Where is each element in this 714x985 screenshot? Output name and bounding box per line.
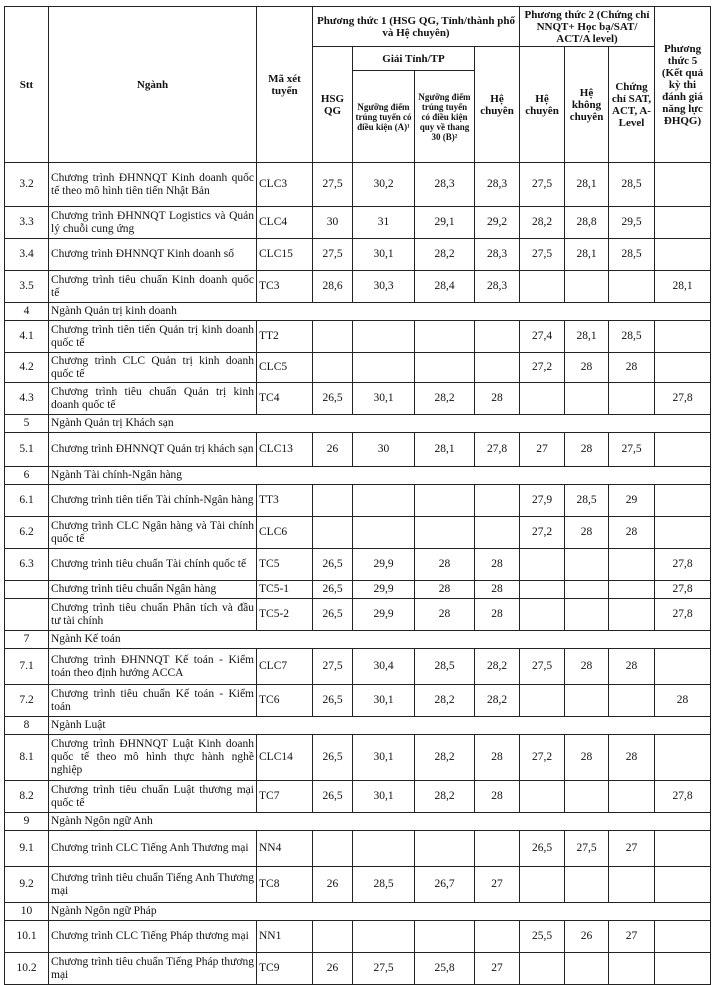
pt2-chung-chi-cell [609, 549, 655, 581]
program-code-cell: CLC14 [257, 735, 313, 781]
group-row [5, 903, 711, 921]
pt2-he-khong-chuyen-cell: 28 [565, 735, 609, 781]
hsg-qg-cell [313, 485, 353, 517]
threshold-b-cell [415, 921, 475, 953]
pt2-he-chuyen-cell [520, 867, 565, 903]
threshold-b-cell: 26,7 [415, 867, 475, 903]
pt2-he-chuyen-cell [520, 549, 565, 581]
program-name-cell: Chương trình ĐHNNQT Quản trị khách sạn [49, 433, 257, 467]
stt-cell: 6.3 [5, 549, 49, 581]
pt2-chung-chi-cell [609, 953, 655, 985]
program-code-cell: TC6 [257, 685, 313, 717]
header-ma-xet-tuyen: Mã xét tuyển [257, 7, 313, 163]
pt2-he-khong-chuyen-cell [565, 599, 609, 631]
program-name-cell: Chương trình tiên tiến Tài chính-Ngân hàng [49, 485, 257, 517]
table-row [5, 485, 711, 517]
pt2-he-khong-chuyen-cell [565, 781, 609, 813]
program-name-cell: Chương trình tiêu chuẩn Ngân hàng [49, 581, 257, 599]
pt5-cell: 27,8 [655, 581, 711, 599]
program-code-cell: TC5 [257, 549, 313, 581]
table-body [5, 163, 711, 985]
stt-cell: 3.3 [5, 207, 49, 239]
threshold-a-cell: 29,9 [353, 599, 415, 631]
threshold-b-cell: 28,1 [415, 433, 475, 467]
table-row [5, 581, 711, 599]
program-code-cell: NN1 [257, 921, 313, 953]
pt5-cell [655, 353, 711, 383]
pt2-chung-chi-cell [609, 599, 655, 631]
pt2-he-khong-chuyen-cell: 28,1 [565, 163, 609, 207]
stt-cell: 4.2 [5, 353, 49, 383]
table-row [5, 239, 711, 271]
pt2-he-chuyen-cell [520, 383, 565, 415]
hsg-qg-cell: 26,5 [313, 581, 353, 599]
threshold-a-cell: 27,5 [353, 953, 415, 985]
pt2-chung-chi-cell [609, 581, 655, 599]
pt2-chung-chi-cell: 29,5 [609, 207, 655, 239]
program-code-cell: CLC7 [257, 649, 313, 685]
stt-cell: 8.1 [5, 735, 49, 781]
pt2-chung-chi-cell: 27 [609, 921, 655, 953]
pt5-cell [655, 649, 711, 685]
pt2-chung-chi-cell [609, 867, 655, 903]
stt-cell [5, 581, 49, 599]
program-code-cell: CLC6 [257, 517, 313, 549]
group-name-cell: Ngành Kế toán [49, 631, 711, 649]
threshold-b-cell [415, 831, 475, 867]
pt1-he-chuyen-cell [475, 321, 520, 353]
pt2-he-chuyen-cell [520, 581, 565, 599]
program-name-cell: Chương trình ĐHNNQT Logistics và Quản lý chuỗi cung ứng [49, 207, 257, 239]
pt5-cell [655, 831, 711, 867]
group-row [5, 813, 711, 831]
program-code-cell: CLC13 [257, 433, 313, 467]
program-code-cell: CLC5 [257, 353, 313, 383]
group-stt-cell: 7 [5, 631, 49, 649]
threshold-a-cell [353, 321, 415, 353]
pt1-he-chuyen-cell: 29,2 [475, 207, 520, 239]
pt2-chung-chi-cell [609, 383, 655, 415]
program-code-cell: TC7 [257, 781, 313, 813]
threshold-b-cell: 28 [415, 581, 475, 599]
hsg-qg-cell: 27,5 [313, 239, 353, 271]
hsg-qg-cell: 26 [313, 433, 353, 467]
threshold-a-cell [353, 921, 415, 953]
threshold-b-cell: 28,2 [415, 735, 475, 781]
pt2-he-chuyen-cell: 25,5 [520, 921, 565, 953]
threshold-a-cell: 31 [353, 207, 415, 239]
threshold-b-cell: 28,5 [415, 649, 475, 685]
header-pt2-chung-chi: Chứng chỉ SAT, ACT, A-Level [609, 47, 655, 163]
pt5-cell: 27,8 [655, 549, 711, 581]
hsg-qg-cell [313, 831, 353, 867]
pt2-he-khong-chuyen-cell [565, 581, 609, 599]
pt2-he-khong-chuyen-cell [565, 549, 609, 581]
pt2-chung-chi-cell [609, 685, 655, 717]
program-code-cell: TC5-1 [257, 581, 313, 599]
stt-cell: 7.1 [5, 649, 49, 685]
group-stt-cell: 9 [5, 813, 49, 831]
group-row [5, 631, 711, 649]
pt1-he-chuyen-cell: 28 [475, 549, 520, 581]
program-name-cell: Chương trình tiêu chuẩn Phân tích và đầu tư tài chính [49, 599, 257, 631]
program-name-cell: Chương trình tiêu chuẩn Kinh doanh quốc tế [49, 271, 257, 303]
table-row [5, 831, 711, 867]
pt2-he-chuyen-cell [520, 271, 565, 303]
hsg-qg-cell: 30 [313, 207, 353, 239]
pt1-he-chuyen-cell: 27,8 [475, 433, 520, 467]
pt1-he-chuyen-cell: 28,3 [475, 239, 520, 271]
stt-cell: 10.1 [5, 921, 49, 953]
program-name-cell: Chương trình CLC Quản trị kinh doanh quốc tế [49, 353, 257, 383]
pt5-cell [655, 921, 711, 953]
table-row [5, 517, 711, 549]
program-name-cell: Chương trình ĐHNNQT Luật Kinh doanh quốc tế theo mô hình thực hành nghề nghiệp [49, 735, 257, 781]
threshold-a-cell: 30,1 [353, 685, 415, 717]
group-row [5, 303, 711, 321]
group-row [5, 717, 711, 735]
pt5-cell [655, 517, 711, 549]
hsg-qg-cell: 26 [313, 867, 353, 903]
hsg-qg-cell [313, 517, 353, 549]
threshold-b-cell: 25,8 [415, 953, 475, 985]
threshold-a-cell: 29,9 [353, 581, 415, 599]
pt2-chung-chi-cell: 28 [609, 649, 655, 685]
table-row [5, 433, 711, 467]
pt2-he-chuyen-cell [520, 953, 565, 985]
pt1-he-chuyen-cell: 27 [475, 953, 520, 985]
header-hsg-qg: HSG QG [313, 47, 353, 163]
program-code-cell: TC4 [257, 383, 313, 415]
pt2-he-chuyen-cell: 27,9 [520, 485, 565, 517]
hsg-qg-cell: 26,5 [313, 685, 353, 717]
pt2-he-chuyen-cell: 27,4 [520, 321, 565, 353]
program-name-cell: Chương trình CLC Tiếng Anh Thương mại [49, 831, 257, 867]
pt2-he-chuyen-cell: 27,5 [520, 649, 565, 685]
table-row [5, 321, 711, 353]
program-name-cell: Chương trình ĐHNNQT Kinh doanh số [49, 239, 257, 271]
hsg-qg-cell: 26,5 [313, 735, 353, 781]
group-name-cell: Ngành Tài chính-Ngân hàng [49, 467, 711, 485]
stt-cell: 3.4 [5, 239, 49, 271]
table-row [5, 867, 711, 903]
pt2-he-khong-chuyen-cell: 28 [565, 353, 609, 383]
pt5-cell: 27,8 [655, 781, 711, 813]
header-nganh: Ngành [49, 7, 257, 163]
pt2-he-khong-chuyen-cell: 28 [565, 517, 609, 549]
stt-cell: 4.3 [5, 383, 49, 415]
threshold-b-cell: 29,1 [415, 207, 475, 239]
threshold-b-cell: 28,2 [415, 781, 475, 813]
pt1-he-chuyen-cell: 27 [475, 867, 520, 903]
group-name-cell: Ngành Quản trị kinh doanh [49, 303, 711, 321]
table-header [5, 7, 711, 163]
stt-cell: 7.2 [5, 685, 49, 717]
threshold-a-cell: 29,9 [353, 549, 415, 581]
group-stt-cell: 8 [5, 717, 49, 735]
pt5-cell: 28 [655, 685, 711, 717]
pt2-chung-chi-cell: 28 [609, 735, 655, 781]
stt-cell [5, 599, 49, 631]
pt1-he-chuyen-cell: 28 [475, 581, 520, 599]
pt2-he-khong-chuyen-cell: 28,1 [565, 239, 609, 271]
table-row [5, 921, 711, 953]
hsg-qg-cell [313, 353, 353, 383]
group-name-cell: Ngành Ngôn ngữ Anh [49, 813, 711, 831]
pt2-he-chuyen-cell: 26,5 [520, 831, 565, 867]
program-name-cell: Chương trình tiêu chuẩn Kế toán - Kiểm toán [49, 685, 257, 717]
threshold-a-cell [353, 831, 415, 867]
hsg-qg-cell: 26,5 [313, 781, 353, 813]
pt1-he-chuyen-cell [475, 517, 520, 549]
group-name-cell: Ngành Quản trị Khách sạn [49, 415, 711, 433]
stt-cell: 6.1 [5, 485, 49, 517]
stt-cell: 8.2 [5, 781, 49, 813]
stt-cell: 10.2 [5, 953, 49, 985]
pt1-he-chuyen-cell: 28,3 [475, 271, 520, 303]
threshold-b-cell: 28,3 [415, 163, 475, 207]
threshold-a-cell: 30,1 [353, 735, 415, 781]
stt-cell: 6.2 [5, 517, 49, 549]
pt5-cell [655, 207, 711, 239]
program-name-cell: Chương trình CLC Tiếng Pháp thương mại [49, 921, 257, 953]
pt2-he-chuyen-cell: 27 [520, 433, 565, 467]
threshold-b-cell: 28,4 [415, 271, 475, 303]
threshold-b-cell [415, 321, 475, 353]
table-row [5, 163, 711, 207]
stt-cell: 9.2 [5, 867, 49, 903]
pt2-he-khong-chuyen-cell: 28 [565, 433, 609, 467]
pt2-he-chuyen-cell: 27,2 [520, 735, 565, 781]
hsg-qg-cell: 26,5 [313, 599, 353, 631]
threshold-a-cell [353, 353, 415, 383]
threshold-a-cell: 30,2 [353, 163, 415, 207]
program-name-cell: Chương trình tiên tiến Quản trị kinh doanh quốc tế [49, 321, 257, 353]
threshold-a-cell: 30,3 [353, 271, 415, 303]
program-code-cell: TT3 [257, 485, 313, 517]
admission-score-table [4, 6, 711, 985]
pt5-cell: 27,8 [655, 599, 711, 631]
hsg-qg-cell: 26,5 [313, 383, 353, 415]
pt2-he-chuyen-cell [520, 599, 565, 631]
program-code-cell: CLC4 [257, 207, 313, 239]
hsg-qg-cell: 27,5 [313, 163, 353, 207]
header-nguong-a: Ngưỡng điểm trúng tuyển có điều kiện (A)¹ [353, 71, 415, 163]
pt1-he-chuyen-cell [475, 921, 520, 953]
program-name-cell: Chương trình tiêu chuẩn Tiếng Anh Thương mại [49, 867, 257, 903]
header-nguong-b: Ngưỡng điểm trúng tuyển có điều kiện quy về thang 30 (B)² [415, 71, 475, 163]
program-code-cell: TC3 [257, 271, 313, 303]
program-code-cell: CLC15 [257, 239, 313, 271]
pt5-cell: 28,1 [655, 271, 711, 303]
threshold-b-cell: 28,2 [415, 685, 475, 717]
pt2-he-chuyen-cell: 27,2 [520, 517, 565, 549]
stt-cell: 3.5 [5, 271, 49, 303]
program-code-cell: TC9 [257, 953, 313, 985]
threshold-b-cell: 28,2 [415, 239, 475, 271]
pt1-he-chuyen-cell: 28,2 [475, 685, 520, 717]
stt-cell: 4.1 [5, 321, 49, 353]
threshold-a-cell: 30 [353, 433, 415, 467]
pt2-chung-chi-cell: 28,5 [609, 239, 655, 271]
header-phuong-thuc-2: Phương thức 2 (Chứng chỉ NNQT+ Học bạ/SAT/ ACT/A level) [520, 7, 655, 47]
pt2-he-khong-chuyen-cell: 27,5 [565, 831, 609, 867]
table-row [5, 271, 711, 303]
pt2-he-khong-chuyen-cell [565, 867, 609, 903]
pt2-chung-chi-cell [609, 271, 655, 303]
header-stt: Stt [5, 7, 49, 163]
hsg-qg-cell [313, 321, 353, 353]
table-row [5, 549, 711, 581]
program-name-cell: Chương trình tiêu chuẩn Quản trị kinh doanh quốc tế [49, 383, 257, 415]
group-row [5, 415, 711, 433]
program-code-cell: TC8 [257, 867, 313, 903]
pt2-he-khong-chuyen-cell [565, 685, 609, 717]
table-row [5, 685, 711, 717]
table-row [5, 207, 711, 239]
table-row [5, 649, 711, 685]
program-name-cell: Chương trình ĐHNNQT Kinh doanh quốc tế theo mô hình tiên tiến Nhật Bản [49, 163, 257, 207]
pt5-cell [655, 735, 711, 781]
stt-cell: 3.2 [5, 163, 49, 207]
pt5-cell [655, 953, 711, 985]
threshold-a-cell: 30,1 [353, 781, 415, 813]
pt2-chung-chi-cell: 28,5 [609, 163, 655, 207]
group-stt-cell: 5 [5, 415, 49, 433]
hsg-qg-cell: 26 [313, 953, 353, 985]
pt2-he-khong-chuyen-cell [565, 953, 609, 985]
header-pt2-he-chuyen: Hệ chuyên [520, 47, 565, 163]
threshold-a-cell: 28,5 [353, 867, 415, 903]
threshold-a-cell: 30,1 [353, 239, 415, 271]
threshold-b-cell: 28 [415, 599, 475, 631]
table-row [5, 781, 711, 813]
program-code-cell: TT2 [257, 321, 313, 353]
program-name-cell: Chương trình tiêu chuẩn Luật thương mại quốc tế [49, 781, 257, 813]
threshold-a-cell [353, 485, 415, 517]
group-name-cell: Ngành Ngôn ngữ Pháp [49, 903, 711, 921]
pt5-cell [655, 433, 711, 467]
pt2-chung-chi-cell: 27,5 [609, 433, 655, 467]
pt2-he-chuyen-cell: 28,2 [520, 207, 565, 239]
program-name-cell: Chương trình tiêu chuẩn Tiếng Pháp thương mại [49, 953, 257, 985]
pt1-he-chuyen-cell: 28 [475, 735, 520, 781]
program-code-cell: CLC3 [257, 163, 313, 207]
pt2-chung-chi-cell: 28 [609, 517, 655, 549]
stt-cell: 9.1 [5, 831, 49, 867]
pt1-he-chuyen-cell: 28 [475, 781, 520, 813]
group-stt-cell: 4 [5, 303, 49, 321]
pt5-cell [655, 163, 711, 207]
group-stt-cell: 10 [5, 903, 49, 921]
pt2-chung-chi-cell [609, 781, 655, 813]
pt2-he-chuyen-cell [520, 685, 565, 717]
program-code-cell: NN4 [257, 831, 313, 867]
threshold-a-cell [353, 517, 415, 549]
table-row [5, 953, 711, 985]
threshold-b-cell [415, 485, 475, 517]
hsg-qg-cell: 28,6 [313, 271, 353, 303]
pt2-he-chuyen-cell [520, 781, 565, 813]
header-phuong-thuc-5: Phương thức 5 (Kết quả kỳ thi đánh giá năng lực ĐHQG) [655, 7, 711, 163]
pt1-he-chuyen-cell [475, 485, 520, 517]
hsg-qg-cell [313, 921, 353, 953]
group-name-cell: Ngành Luật [49, 717, 711, 735]
threshold-b-cell [415, 517, 475, 549]
pt2-chung-chi-cell: 28 [609, 353, 655, 383]
threshold-b-cell: 28,2 [415, 383, 475, 415]
header-pt2-he-khong-chuyen: Hệ không chuyên [565, 47, 609, 163]
program-code-cell: TC5-2 [257, 599, 313, 631]
header-giai-tinh: Giải Tỉnh/TP [353, 47, 475, 71]
pt2-he-khong-chuyen-cell: 26 [565, 921, 609, 953]
program-name-cell: Chương trình tiêu chuẩn Tài chính quốc tế [49, 549, 257, 581]
threshold-a-cell: 30,1 [353, 383, 415, 415]
pt5-cell: 27,8 [655, 383, 711, 415]
pt2-he-khong-chuyen-cell [565, 271, 609, 303]
pt2-chung-chi-cell: 28,5 [609, 321, 655, 353]
table-row [5, 383, 711, 415]
pt5-cell [655, 485, 711, 517]
pt2-he-chuyen-cell: 27,2 [520, 353, 565, 383]
group-stt-cell: 6 [5, 467, 49, 485]
pt2-he-khong-chuyen-cell [565, 383, 609, 415]
pt2-he-khong-chuyen-cell: 28,1 [565, 321, 609, 353]
pt2-he-chuyen-cell: 27,5 [520, 163, 565, 207]
program-name-cell: Chương trình ĐHNNQT Kế toán - Kiểm toán theo định hướng ACCA [49, 649, 257, 685]
pt1-he-chuyen-cell: 28 [475, 383, 520, 415]
threshold-a-cell: 30,4 [353, 649, 415, 685]
pt1-he-chuyen-cell [475, 831, 520, 867]
program-name-cell: Chương trình CLC Ngân hàng và Tài chính quốc tế [49, 517, 257, 549]
pt1-he-chuyen-cell: 28 [475, 599, 520, 631]
pt1-he-chuyen-cell [475, 353, 520, 383]
table-row [5, 599, 711, 631]
pt5-cell [655, 239, 711, 271]
pt5-cell [655, 321, 711, 353]
pt2-chung-chi-cell: 29 [609, 485, 655, 517]
hsg-qg-cell: 27,5 [313, 649, 353, 685]
pt2-he-khong-chuyen-cell: 28 [565, 649, 609, 685]
pt2-he-khong-chuyen-cell: 28,5 [565, 485, 609, 517]
stt-cell: 5.1 [5, 433, 49, 467]
threshold-b-cell [415, 353, 475, 383]
group-row [5, 467, 711, 485]
pt2-chung-chi-cell: 27 [609, 831, 655, 867]
header-pt1-he-chuyen: Hệ chuyên [475, 47, 520, 163]
table-row [5, 735, 711, 781]
pt5-cell [655, 867, 711, 903]
pt2-he-khong-chuyen-cell: 28,8 [565, 207, 609, 239]
pt1-he-chuyen-cell: 28,3 [475, 163, 520, 207]
header-phuong-thuc-1: Phương thức 1 (HSG QG, Tỉnh/thành phố và Hệ chuyên) [313, 7, 520, 47]
threshold-b-cell: 28 [415, 549, 475, 581]
pt1-he-chuyen-cell: 28,2 [475, 649, 520, 685]
table-row [5, 353, 711, 383]
pt2-he-chuyen-cell: 27,5 [520, 239, 565, 271]
hsg-qg-cell: 26,5 [313, 549, 353, 581]
